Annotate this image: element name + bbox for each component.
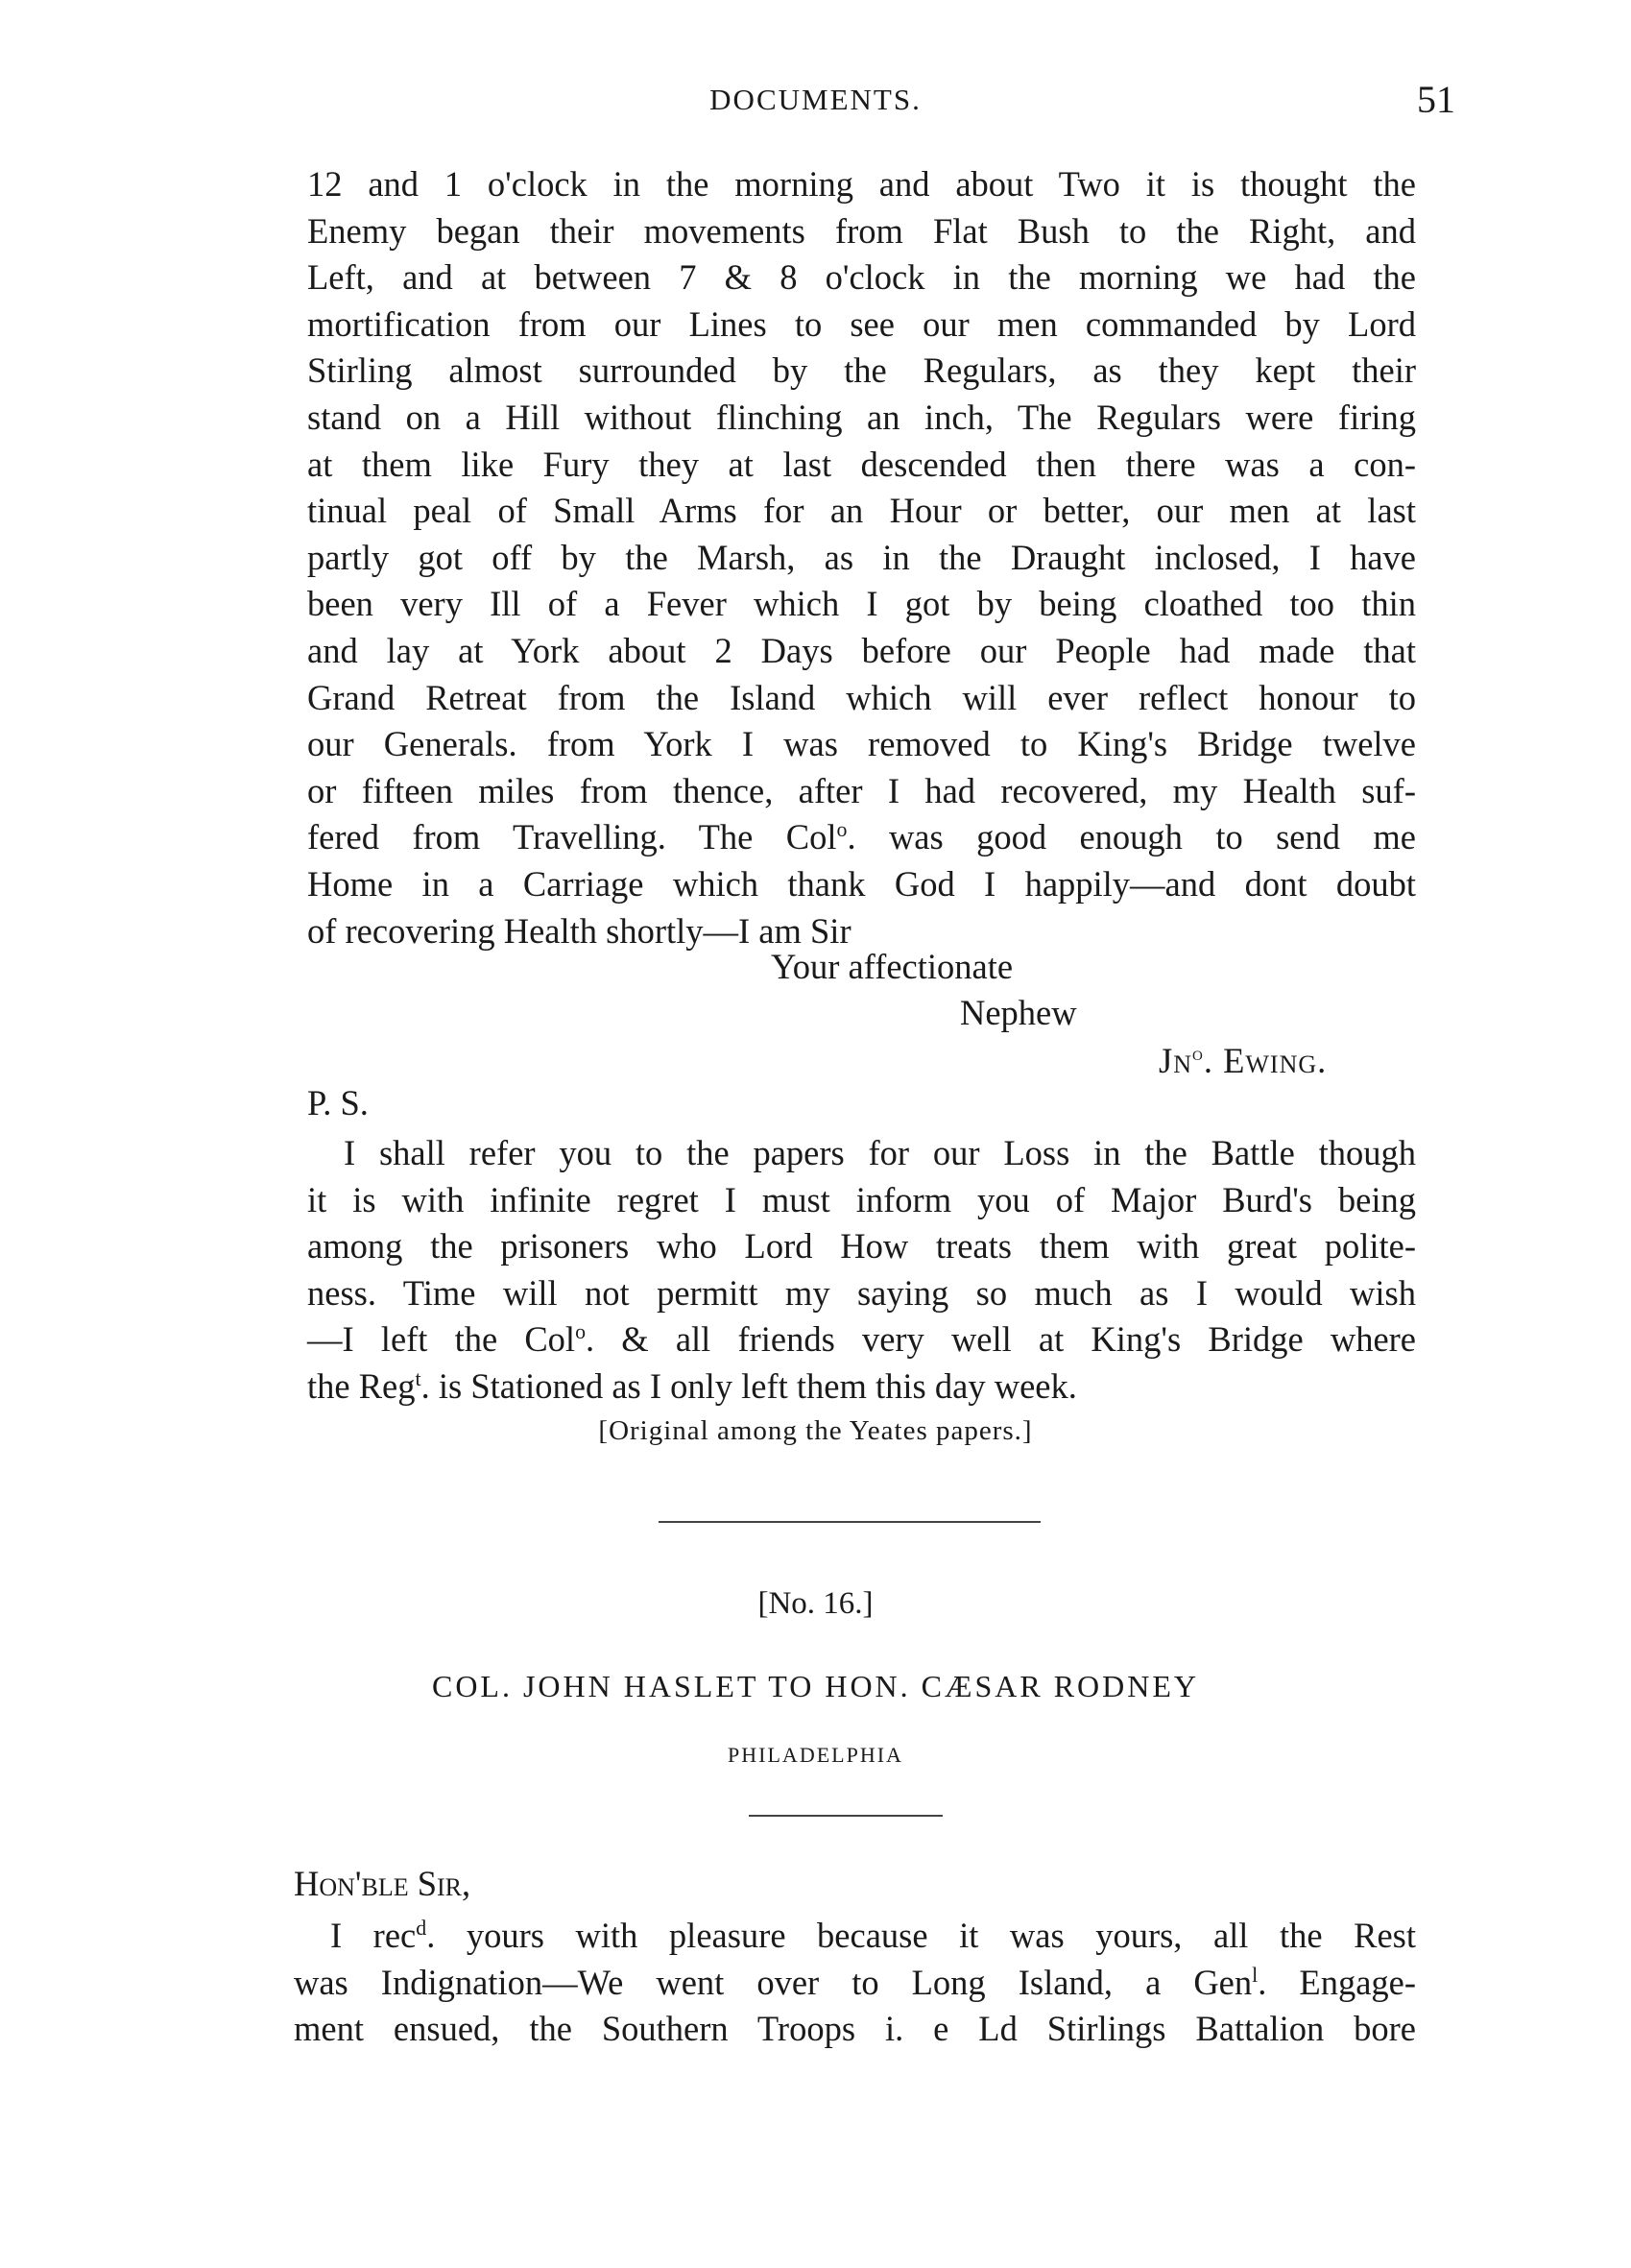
text-run: I rec [330,1916,417,1955]
text-line [307,814,1416,861]
running-title: DOCUMENTS. [709,83,922,116]
ewing-letter-body [307,161,1416,954]
text-line: I shall refer you to the papers for our Loss in the Battle though [344,1133,1416,1172]
text-line: Stirling almost surrounded by the Regulars, as they kept their [307,350,1416,391]
closing-line: Nephew [960,993,1077,1032]
text-line: been very Ill of a Fever which I got by being cloathed too thin [307,584,1416,624]
text-run: —I left the Col [307,1319,576,1360]
text-line: it is with infinite regret I must inform you of Major Burd's being [307,1179,1416,1219]
text-line: Home in a Carriage which thank God I happily—and dont doubt [307,863,1416,904]
text-line [294,1913,1416,1960]
text-line [307,1316,1416,1363]
text-line: of recovering Health shortly—I am Sir [307,910,851,951]
text-line [294,1960,1416,2007]
postscript-label: P. S. [307,1083,369,1122]
running-head [0,77,1631,134]
document-place: PHILADELPHIA [728,1743,903,1767]
text-line: at them like Fury they at last descended then there was a con- [307,444,1416,484]
text-line: stand on a Hill without flinching an inch, The Regulars were firing [307,397,1416,437]
superscript: o [836,817,848,842]
text-run: . was good enough to send me [847,817,1416,857]
superscript: o [575,1319,587,1344]
superscript: l [1252,1962,1259,1987]
signature [1159,1040,1327,1081]
text-line: ment ensued, the Southern Troops i. e Ld Stirlings Battalion bore [294,2009,1416,2049]
text-line: tinual peal of Small Arms for an Hour or better, our men at last [307,491,1416,531]
section-divider [659,1521,1041,1523]
text-line: Left, and at between 7 & 8 o'clock in the morning we had the [307,257,1416,298]
haslet-letter-body [294,1913,1416,2053]
superscript: d [416,1915,427,1940]
text-run: . yours with pleasure because it was yours, all the Rest [426,1916,1416,1955]
text-line [307,1363,1416,1411]
page-number: 51 [1417,78,1455,121]
text-run: the Reg [307,1365,416,1406]
signature-text: Jn [1159,1041,1192,1080]
document-number: [No. 16.] [757,1586,874,1621]
salutation: Hon'ble Sir, [294,1864,471,1903]
text-run: fered from Travelling. The Col [307,817,837,857]
text-line: Grand Retreat from the Island which will ever reflect honour to [307,677,1416,717]
text-line: 12 and 1 o'clock in the morning and about Two it is thought the [307,164,1416,204]
closing-line: Your affectionate [771,947,1014,986]
text-line: and lay at York about 2 Days before our People had made that [307,630,1416,670]
source-note: [Original among the Yeates papers.] [598,1415,1033,1446]
text-line: partly got off by the Marsh, as in the Draught inclosed, I have [307,537,1416,577]
text-run: was Indignation—We went over to Long Island, a Gen [294,1962,1253,2002]
title-divider [749,1815,943,1817]
text-run: . & all friends very well at King's Bridge where [586,1319,1416,1360]
text-run: . Engage- [1258,1962,1416,2002]
text-line: among the prisoners who Lord How treats them with great polite- [307,1226,1416,1267]
text-line: mortification from our Lines to see our men commanded by Lord [307,303,1416,344]
superscript: t [415,1365,421,1390]
signature-text: . Ewing. [1203,1041,1328,1080]
text-run: . is Stationed as I only left them this day week. [420,1365,1077,1406]
document-title: COL. JOHN HASLET TO HON. CÆSAR RODNEY [431,1669,1200,1703]
text-line: our Generals. from York I was removed to King's Bridge twelve [307,724,1416,764]
postscript-body [307,1130,1416,1411]
text-line: or fifteen miles from thence, after I had recovered, my Health suf- [307,770,1416,810]
text-line: ness. Time will not permitt my saying so much as I would wish [307,1272,1416,1313]
superscript: o [1191,1040,1204,1065]
text-line: Enemy began their movements from Flat Bush to the Right, and [307,210,1416,251]
